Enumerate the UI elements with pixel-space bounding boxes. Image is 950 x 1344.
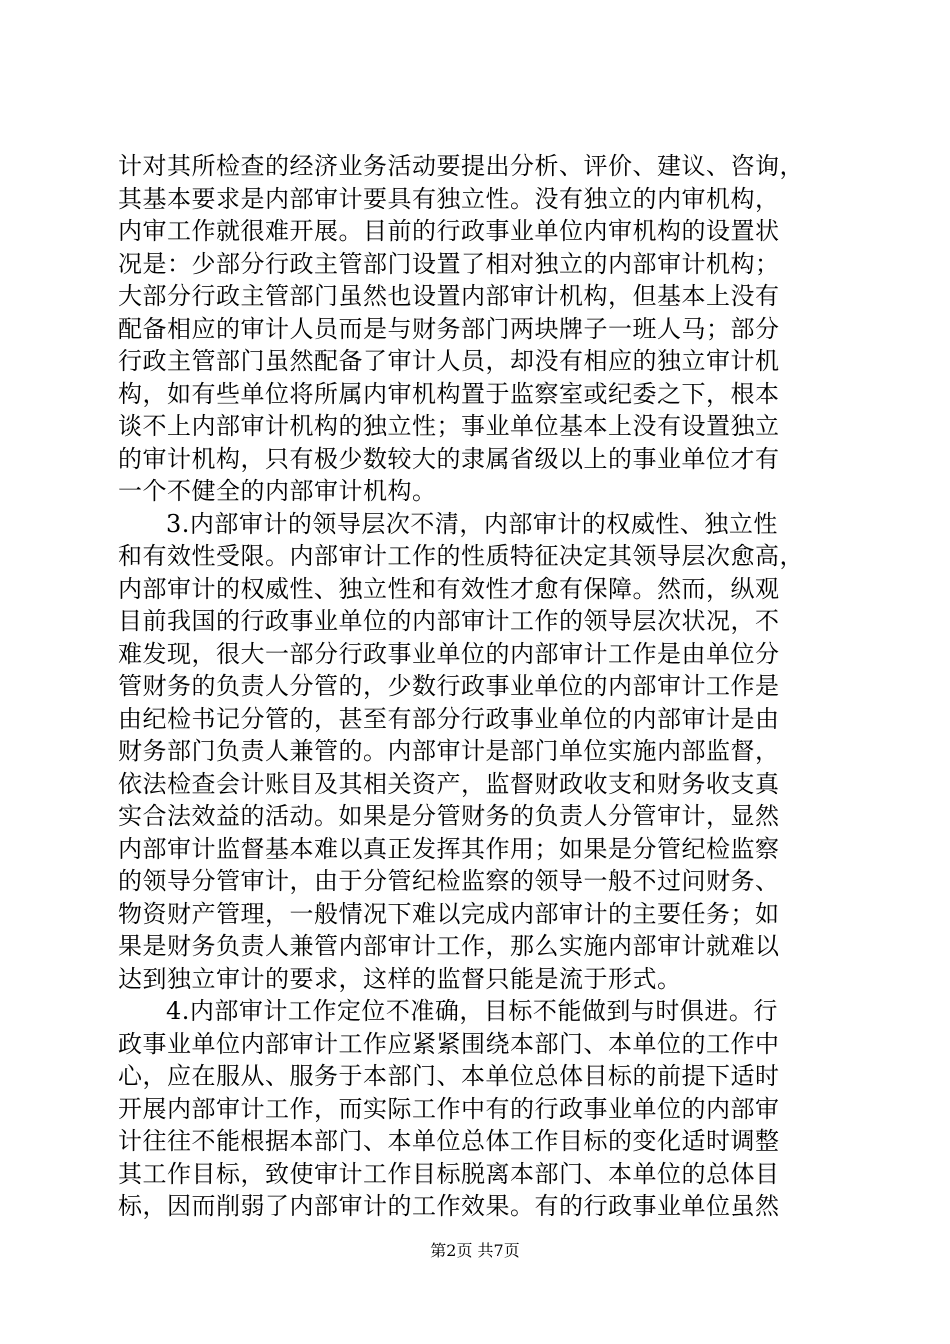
text-line: 开展内部审计工作，而实际工作中有的行政事业单位的内部审	[118, 1094, 780, 1123]
text-line: 实合法效益的活动。如果是分管财务的负责人分管审计，显然	[118, 802, 780, 830]
text-line: 内部审计的权威性、独立性和有效性才愈有保障。然而，纵观	[118, 574, 780, 603]
text-line: 计对其所检查的经济业务活动要提出分析、评价、建议、咨询，	[118, 152, 804, 180]
paragraph-heading-3: 3.内部审计的领导层次不清，内部审计的权威性、独立性	[166, 509, 778, 538]
text-line: 大部分行政主管部门虽然也设置内部审计机构，但基本上没有	[118, 282, 780, 310]
text-line: 内部审计监督基本难以真正发挥其作用；如果是分管纪检监察	[118, 834, 780, 863]
text-line: 标，因而削弱了内部审计的工作效果。有的行政事业单位虽然	[118, 1192, 780, 1220]
text-line: 谈不上内部审计机构的独立性；事业单位基本上没有设置独立	[118, 412, 780, 440]
text-line: 其工作目标，致使审计工作目标脱离本部门、本单位的总体目	[118, 1159, 780, 1188]
page-number-footer: 第2页 共7页	[430, 1241, 520, 1260]
text-line: 和有效性受限。内部审计工作的性质特征决定其领导层次愈高，	[118, 542, 804, 570]
text-line: 的审计机构，只有极少数较大的隶属省级以上的事业单位才有	[118, 444, 780, 473]
text-line: 内审工作就很难开展。目前的行政事业单位内审机构的设置状	[118, 217, 780, 245]
paragraph-heading-4: 4.内部审计工作定位不准确，目标不能做到与时俱进。行	[166, 997, 778, 1025]
text-line: 其基本要求是内部审计要具有独立性。没有独立的内审机构，	[118, 184, 780, 213]
text-line: 管财务的负责人分管的，少数行政事业单位的内部审计工作是	[118, 672, 780, 700]
text-line: 的领导分管审计，由于分管纪检监察的领导一般不过问财务、	[118, 867, 780, 895]
text-line: 行政主管部门虽然配备了审计人员，却没有相应的独立审计机	[118, 347, 780, 375]
text-line: 难发现，很大一部分行政事业单位的内部审计工作是由单位分	[118, 639, 780, 668]
document-body	[118, 150, 838, 1223]
text-line: 况是：少部分行政主管部门设置了相对独立的内部审计机构；	[118, 249, 780, 278]
text-line: 依法检查会计账目及其相关资产，监督财政收支和财务收支真	[118, 769, 780, 798]
text-line: 目前我国的行政事业单位的内部审计工作的领导层次状况，不	[118, 607, 780, 635]
text-line: 果是财务负责人兼管内部审计工作，那么实施内部审计就难以	[118, 932, 780, 960]
text-line: 一个不健全的内部审计机构。	[118, 477, 437, 505]
text-line: 财务部门负责人兼管的。内部审计是部门单位实施内部监督，	[118, 737, 780, 765]
text-line: 计往往不能根据本部门、本单位总体工作目标的变化适时调整	[118, 1127, 780, 1155]
text-line: 配备相应的审计人员而是与财务部门两块牌子一班人马；部分	[118, 314, 780, 343]
text-line: 构，如有些单位将所属内审机构置于监察室或纪委之下，根本	[118, 379, 780, 408]
text-line: 由纪检书记分管的，甚至有部分行政事业单位的内部审计是由	[118, 704, 780, 733]
text-line: 心，应在服从、服务于本部门、本单位总体目标的前提下适时	[118, 1062, 780, 1090]
text-line: 物资财产管理，一般情况下难以完成内部审计的主要任务；如	[118, 899, 780, 928]
text-line: 政事业单位内部审计工作应紧紧围绕本部门、本单位的工作中	[118, 1029, 780, 1058]
text-line: 达到独立审计的要求，这样的监督只能是流于形式。	[118, 964, 682, 993]
